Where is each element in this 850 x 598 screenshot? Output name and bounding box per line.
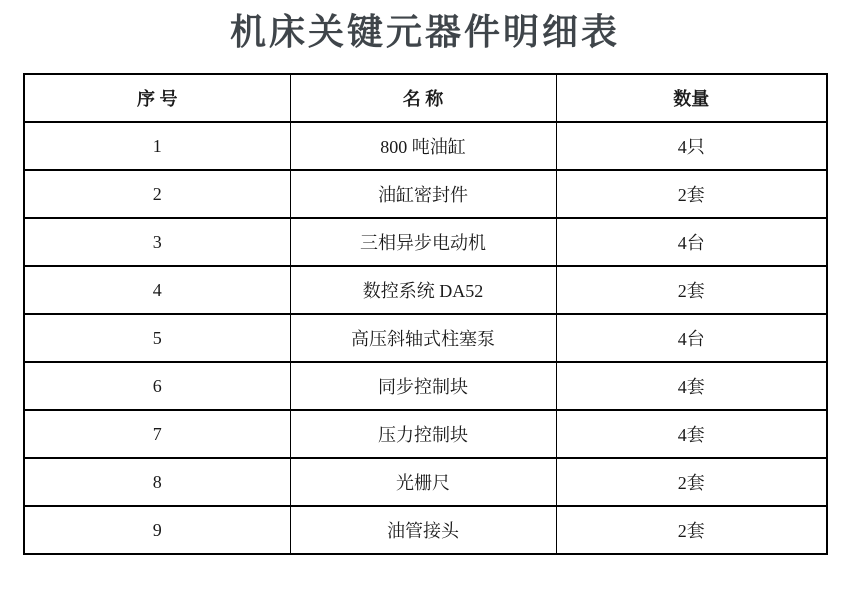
column-header-name: 名 称 — [290, 74, 556, 122]
table-row — [24, 266, 827, 314]
parts-table — [23, 73, 828, 555]
name-cell: 油管接头 — [290, 506, 556, 554]
quantity-cell: 2套 — [556, 458, 827, 506]
table-row — [24, 362, 827, 410]
serial-cell: 7 — [24, 410, 290, 458]
serial-cell: 3 — [24, 218, 290, 266]
name-cell: 高压斜轴式柱塞泵 — [290, 314, 556, 362]
name-cell: 压力控制块 — [290, 410, 556, 458]
table-header-row — [24, 74, 827, 122]
table-row — [24, 506, 827, 554]
table-row — [24, 410, 827, 458]
name-cell: 800 吨油缸 — [290, 122, 556, 170]
quantity-cell: 4台 — [556, 218, 827, 266]
quantity-cell: 2套 — [556, 170, 827, 218]
column-header-quantity: 数量 — [556, 74, 827, 122]
page-title: 机床关键元器件明细表 — [229, 11, 620, 52]
serial-cell: 8 — [24, 458, 290, 506]
serial-cell: 6 — [24, 362, 290, 410]
quantity-cell: 4套 — [556, 410, 827, 458]
column-header-serial: 序 号 — [24, 74, 290, 122]
table-row — [24, 218, 827, 266]
name-cell: 光栅尺 — [290, 458, 556, 506]
serial-cell: 9 — [24, 506, 290, 554]
name-cell: 数控系统 DA52 — [290, 266, 556, 314]
quantity-cell: 4台 — [556, 314, 827, 362]
quantity-cell: 4只 — [556, 122, 827, 170]
quantity-cell: 2套 — [556, 266, 827, 314]
name-cell: 油缸密封件 — [290, 170, 556, 218]
serial-cell: 2 — [24, 170, 290, 218]
name-cell: 同步控制块 — [290, 362, 556, 410]
table-body — [24, 122, 827, 554]
quantity-cell: 4套 — [556, 362, 827, 410]
table-row — [24, 314, 827, 362]
serial-cell: 1 — [24, 122, 290, 170]
table-row — [24, 170, 827, 218]
serial-cell: 5 — [24, 314, 290, 362]
table-row — [24, 122, 827, 170]
table-row — [24, 458, 827, 506]
name-cell: 三相异步电动机 — [290, 218, 556, 266]
quantity-cell: 2套 — [556, 506, 827, 554]
serial-cell: 4 — [24, 266, 290, 314]
